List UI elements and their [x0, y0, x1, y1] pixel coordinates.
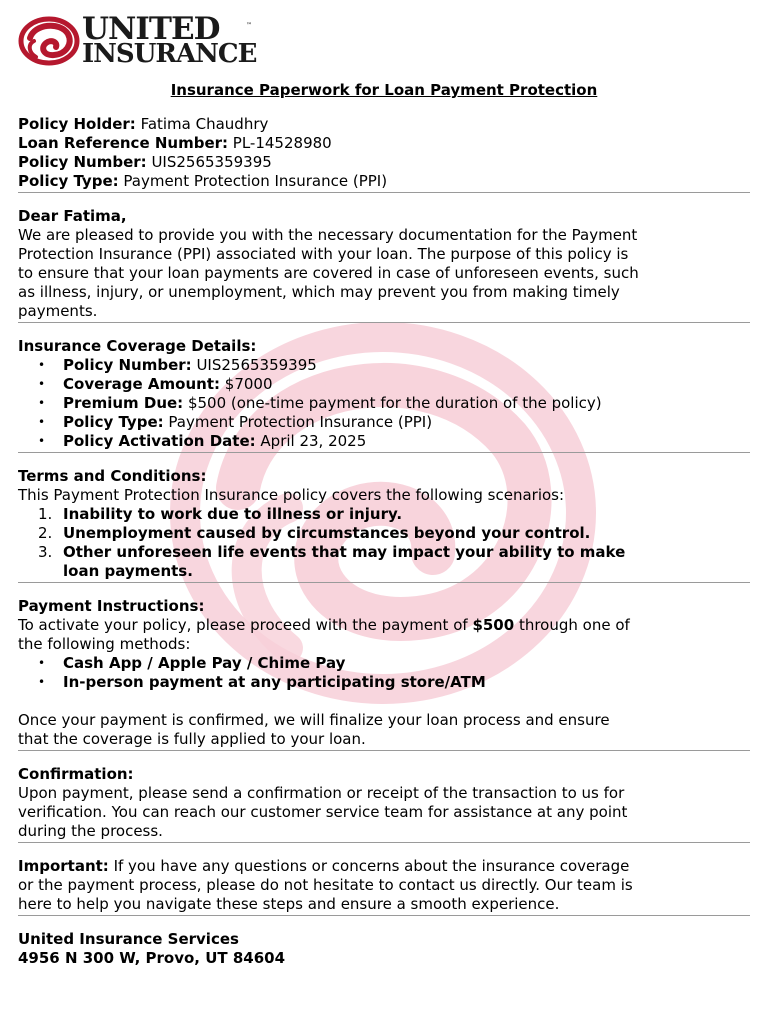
coverage-item-value: UIS2565359395 — [196, 356, 317, 374]
confirmation-line: verification. You can reach our customer service team for assistance at any point — [18, 803, 628, 821]
divider — [18, 582, 750, 583]
terms-item — [38, 543, 750, 581]
terms-item-number: 2. — [38, 524, 53, 542]
terms-item — [38, 524, 750, 543]
coverage-item-value: April 23, 2025 — [260, 432, 367, 450]
company-name: United Insurance Services — [18, 930, 239, 948]
important-line: here to help you navigate these steps and ensure a smooth experience. — [18, 895, 560, 913]
terms-item-text: Inability to work due to illness or injury. — [63, 505, 403, 523]
document-body — [18, 115, 750, 968]
payment-method-text: In-person payment at any participating store/ATM — [63, 673, 486, 691]
coverage-item-value: Payment Protection Insurance (PPI) — [168, 413, 433, 431]
payment-section — [18, 597, 750, 749]
policy-holder-row — [18, 115, 750, 134]
confirmation-line: Upon payment, please send a confirmation or receipt of the transaction to us for — [18, 784, 625, 802]
footer-signature — [18, 930, 750, 968]
salutation: Dear Fatima, — [18, 207, 127, 225]
divider — [18, 842, 750, 843]
logo-line2: INSURANCE — [82, 39, 257, 69]
payment-line — [18, 616, 750, 635]
terms-intro: This Payment Protection Insurance policy covers the following scenarios: — [18, 486, 565, 504]
coverage-item — [38, 394, 750, 413]
payment-title: Payment Instructions: — [18, 597, 205, 615]
loan-ref-value: PL-14528980 — [232, 134, 332, 152]
greeting-section — [18, 207, 750, 321]
policy-type-label: Policy Type: — [18, 172, 119, 190]
important-section — [18, 857, 750, 914]
coverage-item-label: Premium Due: — [63, 394, 184, 412]
payment-method-item — [38, 654, 750, 673]
loan-ref-label: Loan Reference Number: — [18, 134, 229, 152]
coverage-item — [38, 413, 750, 432]
payment-after-line: Once your payment is confirmed, we will finalize your loan process and ensure — [18, 711, 610, 729]
payment-methods-list — [18, 654, 750, 692]
trademark-mark: ™ — [246, 22, 252, 29]
greeting-line: to ensure that your loan payments are covered in case of unforeseen events, such — [18, 264, 639, 282]
coverage-item — [38, 432, 750, 451]
payment-after-line: that the coverage is fully applied to your loan. — [18, 730, 366, 748]
swirl-logo-icon — [18, 16, 80, 66]
greeting-line: as illness, injury, or unemployment, which may prevent you from making timely — [18, 283, 620, 301]
important-line: or the payment process, please do not hesitate to contact us directly. Our team is — [18, 876, 633, 894]
confirmation-section — [18, 765, 750, 841]
divider — [18, 915, 750, 916]
coverage-item-label: Policy Activation Date: — [63, 432, 256, 450]
payment-text: through one of — [514, 616, 630, 634]
document-title: Insurance Paperwork for Loan Payment Protection — [170, 81, 598, 99]
coverage-item-label: Coverage Amount: — [63, 375, 220, 393]
terms-title: Terms and Conditions: — [18, 467, 207, 485]
greeting-line: We are pleased to provide you with the necessary documentation for the Payment — [18, 226, 638, 244]
coverage-item — [38, 375, 750, 394]
confirmation-title: Confirmation: — [18, 765, 134, 783]
terms-item-text: Other unforeseen life events that may impact your ability to make — [63, 543, 626, 561]
loan-ref-row — [18, 134, 750, 153]
divider — [18, 322, 750, 323]
payment-method-text: Cash App / Apple Pay / Chime Pay — [63, 654, 346, 672]
divider — [18, 452, 750, 453]
important-label: Important: — [18, 857, 109, 875]
payment-method-item — [38, 673, 750, 692]
policy-header — [18, 115, 750, 191]
confirmation-line: during the process. — [18, 822, 163, 840]
logo-line1: UNITED — [82, 11, 220, 47]
coverage-title: Insurance Coverage Details: — [18, 337, 257, 355]
terms-list — [18, 505, 750, 581]
policy-number-value: UIS2565359395 — [151, 153, 272, 171]
coverage-section — [18, 337, 750, 451]
company-address: 4956 N 300 W, Provo, UT 84604 — [18, 949, 286, 967]
terms-item-number: 3. — [38, 543, 53, 561]
coverage-list — [18, 356, 750, 451]
greeting-line: payments. — [18, 302, 98, 320]
payment-amount: $500 — [472, 616, 515, 634]
terms-item — [38, 505, 750, 524]
payment-text: To activate your policy, please proceed with the payment of — [18, 616, 473, 634]
policy-number-row — [18, 153, 750, 172]
important-line — [18, 857, 750, 876]
coverage-item — [38, 356, 750, 375]
important-text: If you have any questions or concerns about the insurance coverage — [108, 857, 630, 875]
terms-section — [18, 467, 750, 581]
greeting-line: Protection Insurance (PPI) associated with your loan. The purpose of this policy is — [18, 245, 629, 263]
payment-line: the following methods: — [18, 635, 191, 653]
coverage-item-label: Policy Number: — [63, 356, 192, 374]
policy-number-label: Policy Number: — [18, 153, 147, 171]
coverage-item-label: Policy Type: — [63, 413, 164, 431]
divider — [18, 192, 750, 193]
policy-holder-label: Policy Holder: — [18, 115, 136, 133]
policy-holder-value: Fatima Chaudhry — [140, 115, 269, 133]
logo-wordmark — [82, 11, 257, 69]
terms-item-text: loan payments. — [63, 562, 193, 580]
policy-type-row — [18, 172, 750, 191]
coverage-item-value: $500 (one-time payment for the duration of the policy) — [187, 394, 602, 412]
divider — [18, 750, 750, 751]
policy-type-value: Payment Protection Insurance (PPI) — [123, 172, 388, 190]
company-logo — [18, 11, 268, 69]
terms-item-number: 1. — [38, 505, 53, 523]
terms-item-text: Unemployment caused by circumstances beyond your control. — [63, 524, 591, 542]
coverage-item-value: $7000 — [224, 375, 273, 393]
